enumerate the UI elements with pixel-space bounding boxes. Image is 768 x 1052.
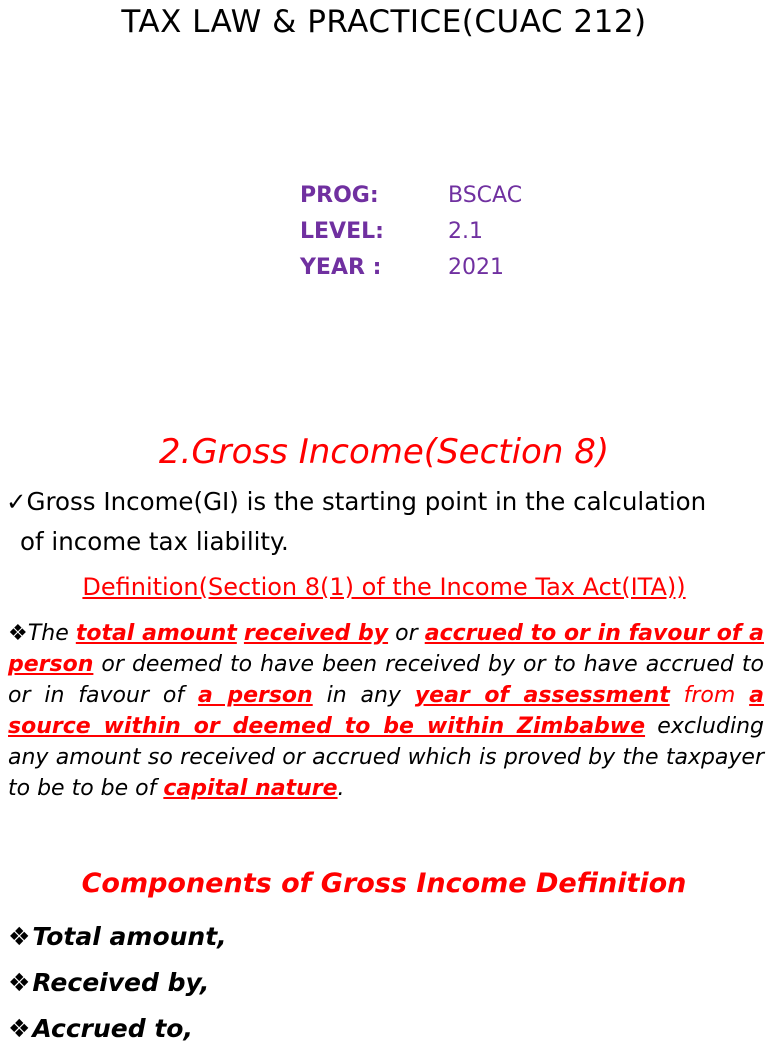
key-term-plain: from <box>683 683 736 708</box>
definition-text <box>735 683 749 708</box>
section-title: 2.Gross Income(Section 8) <box>158 432 610 472</box>
slide-title-page <box>0 0 768 400</box>
course-meta <box>300 178 522 286</box>
checkmark-icon: ✓ <box>6 487 27 516</box>
definition-text: or deemed to have been received by or to have accrued to or in favour of <box>8 652 764 708</box>
meta-label: YEAR : <box>300 255 382 280</box>
diamond-bullet-icon: ❖ <box>8 1014 31 1043</box>
list-item <box>8 914 227 960</box>
slide-gross-income <box>0 420 768 1043</box>
list-item <box>8 960 227 1006</box>
meta-value: BSCAC <box>448 183 523 208</box>
definition-text <box>237 621 244 646</box>
meta-row-year <box>300 250 522 286</box>
component-text: Total amount, <box>32 922 227 951</box>
key-term: capital nature <box>163 776 338 801</box>
intro-line <box>6 482 764 522</box>
component-text: Accrued to, <box>32 1014 193 1043</box>
key-term: a source within or deemed to be within Zimbabwe <box>8 683 765 739</box>
definition-paragraph <box>8 618 764 804</box>
definition-text: or <box>388 621 425 646</box>
meta-row-prog <box>300 178 522 214</box>
intro-paragraph <box>6 482 764 562</box>
diamond-bullet-icon: ❖ <box>8 621 28 646</box>
meta-value: 2021 <box>448 255 504 280</box>
diamond-bullet-icon: ❖ <box>8 968 31 997</box>
meta-value: 2.1 <box>448 219 483 244</box>
definition-text: in any <box>312 683 415 708</box>
key-term: total amount <box>75 621 237 646</box>
definition-text: excluding any amount so received or accrued which is proved by the taxpayer to be to be of <box>8 714 764 801</box>
key-term: accrued to or in favour of a person <box>8 621 765 677</box>
meta-row-level <box>300 214 522 250</box>
definition-text: The <box>27 621 76 646</box>
key-term: year of assessment <box>414 683 670 708</box>
component-text: Received by, <box>32 968 210 997</box>
meta-label: LEVEL: <box>300 219 384 244</box>
key-term: a person <box>197 683 313 708</box>
diamond-bullet-icon: ❖ <box>8 922 31 951</box>
definition-heading: Definition(Section 8(1) of the Income Tax Act(ITA)) <box>82 573 686 601</box>
course-title: TAX LAW & PRACTICE(CUAC 212) <box>121 4 647 40</box>
list-item <box>8 1006 227 1052</box>
definition-text <box>670 683 684 708</box>
key-term: received by <box>243 621 389 646</box>
components-heading: Components of Gross Income Definition <box>81 868 687 899</box>
intro-text: Gross Income(GI) is the starting point in the calculation <box>26 487 707 516</box>
definition-text: . <box>337 776 345 801</box>
meta-label: PROG: <box>300 183 379 208</box>
components-list <box>8 914 227 1052</box>
intro-line: of income tax liability. <box>20 527 289 556</box>
